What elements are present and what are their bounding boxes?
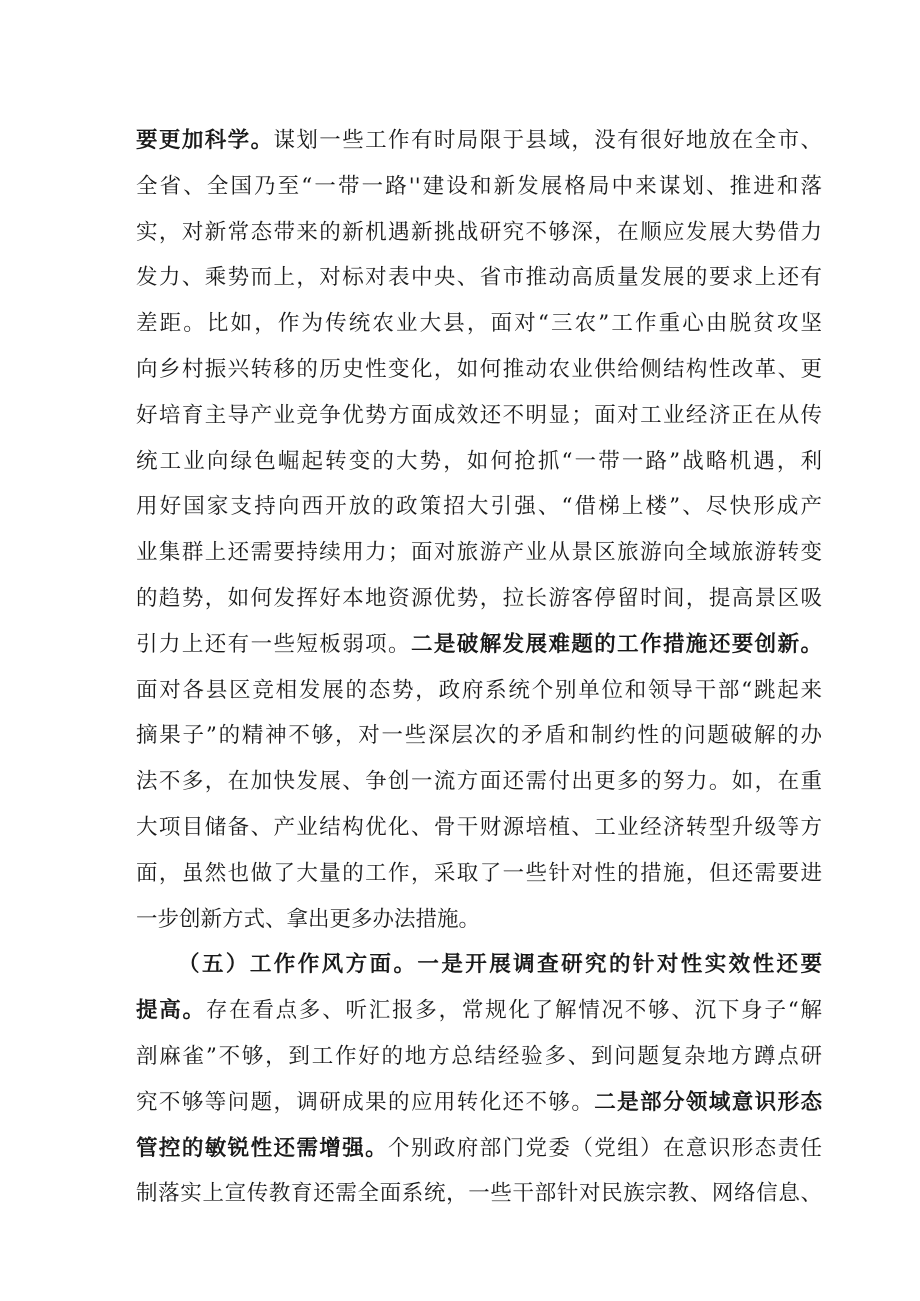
- text-segment: 引力上还有一些短板弱项。: [136, 631, 411, 657]
- text-segment: 业集群上还需要持续用力；面对旅游产业从景区旅游向全域旅游转变: [136, 540, 822, 566]
- text-line: [136, 1171, 822, 1217]
- text-line: [136, 347, 822, 393]
- text-segment: 大项目储备、产业结构优化、骨干财源培植、工业经济转型升级等方: [136, 814, 822, 840]
- bold-text-segment: 二是部分领域意识形态: [594, 1089, 822, 1115]
- bold-text-segment: 提高。: [136, 998, 206, 1024]
- text-segment: 究不够等问题，调研成果的应用转化还不够。: [136, 1089, 595, 1115]
- text-segment: 谋划一些工作有时局限于县域，没有很好地放在全市、: [273, 128, 822, 153]
- bold-text-segment: 管控的敏锐性还需增强。: [136, 1135, 389, 1161]
- bold-text-segment: （五）工作作风方面。一是开展调查研究的针对性实效性还要: [178, 952, 822, 978]
- text-line: [136, 1034, 822, 1080]
- text-segment: 实，对新常态带来的新机遇新挑战研究不够深，在顺应发展大势借力: [136, 219, 822, 245]
- body-text: [136, 118, 822, 1217]
- text-line: [136, 897, 822, 943]
- text-segment: 的趋势，如何发挥好本地资源优势，拉长游客停留时间，提高景区吸: [136, 585, 822, 611]
- text-line: [136, 118, 822, 164]
- text-line: [136, 576, 822, 622]
- text-line: [136, 1126, 822, 1172]
- bold-text-segment: 二是破解发展难题的工作措施还要创新。: [410, 631, 822, 657]
- text-line: [136, 805, 822, 851]
- text-segment: 一步创新方式、拿出更多办法措施。: [136, 906, 481, 932]
- text-segment: 制落实上宣传教育还需全面系统，一些干部针对民族宗教、网络信息、: [136, 1181, 822, 1207]
- text-line: [136, 942, 822, 988]
- text-line: [136, 988, 822, 1034]
- text-segment: 个别政府部门党委（党组）在意识形态责任: [388, 1135, 822, 1161]
- text-line: [136, 393, 822, 439]
- text-line: [136, 1080, 822, 1126]
- text-line: [136, 255, 822, 301]
- text-segment: 面对各县区竞相发展的态势，政府系统个别单位和领导干部“跳起来: [136, 677, 822, 703]
- bold-text-segment: 要更加科学。: [136, 128, 274, 153]
- text-segment: 用好国家支持向西开放的政策招大引强、“借梯上楼”、尽快形成产: [136, 494, 822, 520]
- text-line: [136, 164, 822, 210]
- text-segment: 向乡村振兴转移的历史性变化，如何推动农业供给侧结构性改革、更: [136, 356, 822, 382]
- text-line: [136, 759, 822, 805]
- text-line: [136, 484, 822, 530]
- text-line: [136, 210, 822, 256]
- text-line: [136, 622, 822, 668]
- text-line: [136, 301, 822, 347]
- text-line: [136, 439, 822, 485]
- text-line: [136, 668, 822, 714]
- text-segment: 存在看点多、听汇报多，常规化了解情况不够、沉下身子“解: [205, 998, 822, 1024]
- text-segment: 剖麻雀”不够，到工作好的地方总结经验多、到问题复杂地方蹲点研: [136, 1043, 822, 1069]
- text-segment: 差距。比如，作为传统农业大县，面对“三农”工作重心由脱贫攻坚: [136, 311, 822, 337]
- text-line: [136, 713, 822, 759]
- text-segment: 统工业向绿色崛起转变的大势，如何抢抓“一带一路”战略机遇，利: [136, 448, 822, 474]
- text-segment: 全省、全国乃至“一带一路''建设和新发展格局中来谋划、推进和落: [136, 173, 822, 199]
- text-segment: 面，虽然也做了大量的工作，采取了一些针对性的措施，但还需要进: [136, 860, 822, 886]
- text-segment: 好培育主导产业竞争优势方面成效还不明显；面对工业经济正在从传: [136, 402, 822, 428]
- text-segment: 发力、乘势而上，对标对表中央、省市推动高质量发展的要求上还有: [136, 265, 822, 291]
- text-segment: 法不多，在加快发展、争创一流方面还需付出更多的努力。如，在重: [136, 769, 822, 795]
- text-line: [136, 851, 822, 897]
- text-segment: 摘果子”的精神不够，对一些深层次的矛盾和制约性的问题破解的办: [136, 723, 822, 749]
- text-line: [136, 530, 822, 576]
